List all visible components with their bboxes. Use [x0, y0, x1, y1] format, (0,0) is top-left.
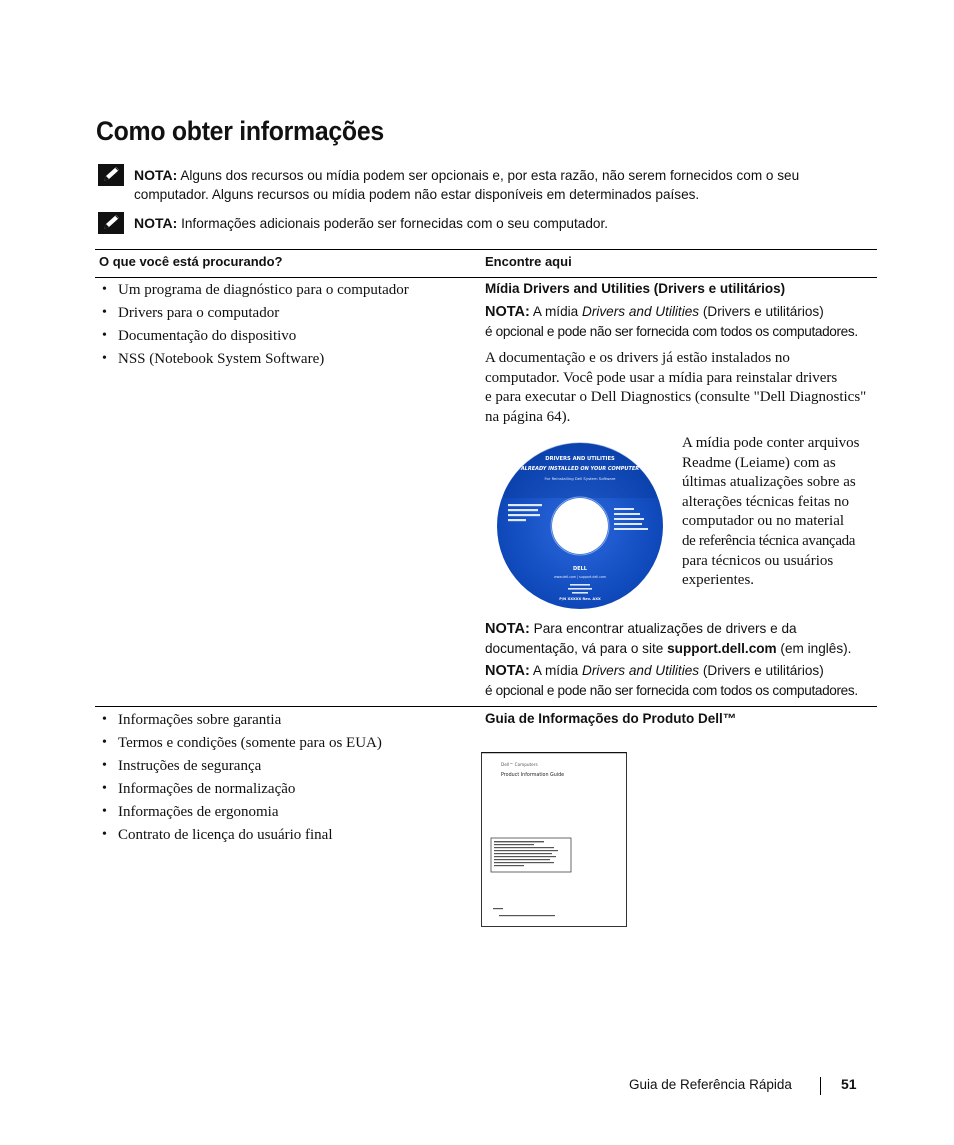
note-text: A mídia [532, 304, 579, 319]
paragraph-line: para técnicos ou usuários [682, 552, 834, 569]
note-text-line: computador. Alguns recursos ou mídia podem não estar disponíveis em determinados países. [134, 187, 700, 202]
media-name: Drivers and Utilities [582, 304, 700, 319]
note-pencil-icon [98, 212, 124, 234]
list-item: • Instruções de segurança [102, 756, 382, 779]
cd-website: www.dell.com | support.dell.com [553, 575, 607, 579]
media-readme-paragraph [682, 434, 882, 591]
row1-item-list [102, 280, 409, 372]
drivers-paragraph [485, 349, 877, 427]
note-text-line: é opcional e pode não ser fornecida com todos os computadores. [485, 683, 858, 698]
section-title-drivers-media: Mídia Drivers and Utilities (Drivers e utilitários) [485, 281, 786, 296]
note-text: (Drivers e utilitários) [702, 663, 824, 678]
list-item: • NSS (Notebook System Software) [102, 349, 409, 372]
list-item: • Um programa de diagnóstico para o computador [102, 280, 409, 303]
note-text: documentação, vá para o site [485, 641, 664, 656]
support-dell-link: support.dell.com [667, 641, 777, 656]
paragraph-line: computador. Você pode usar a mídia para reinstalar drivers [485, 369, 838, 386]
footer-guide-title: Guia de Referência Rápida [629, 1077, 792, 1092]
paragraph-line: computador ou no material [682, 513, 845, 530]
column-header-looking-for: O que você está procurando? [99, 254, 283, 269]
list-item: • Informações de normalização [102, 779, 382, 802]
paragraph-line: últimas atualizações sobre as [682, 474, 856, 491]
page-title: Como obter informações [96, 116, 384, 146]
note-label: NOTA: [485, 621, 530, 637]
note-text-line: é opcional e pode não ser fornecida com todos os computadores. [485, 324, 858, 339]
cd-preinstalled-label: ALREADY INSTALLED ON YOUR COMPUTER [520, 466, 640, 472]
media-name: Drivers and Utilities [582, 663, 700, 678]
note-pencil-icon [98, 164, 124, 186]
paragraph-line: na página 64). [485, 408, 571, 425]
guide-brand: Dell™ Computers [501, 762, 538, 767]
note-text: Para encontrar atualizações de drivers e da [533, 621, 797, 636]
cd-part-number: P/N XXXXX Rev. AXX [559, 597, 601, 601]
column-header-find-here: Encontre aqui [485, 254, 572, 269]
list-item: • Drivers para o computador [102, 303, 409, 326]
paragraph-line: alterações técnicas feitas no [682, 493, 849, 510]
footer-separator [820, 1077, 821, 1095]
section-title-product-guide: Guia de Informações do Produto Dell™ [485, 711, 737, 726]
paragraph-line: A documentação e os drivers já estão instalados no [485, 350, 790, 366]
note-text: A mídia [532, 663, 579, 678]
note-additional-info [134, 214, 854, 233]
note-text-line: Alguns dos recursos ou mídia podem ser opcionais e, por esta razão, não serem fornecidos com o seu [180, 168, 800, 183]
paragraph-line: A mídia pode conter arquivos [682, 435, 860, 451]
list-item: • Contrato de licença do usuário final [102, 825, 382, 848]
note-drivers-optional [485, 302, 880, 341]
paragraph-line: Readme (Leiame) com as [682, 454, 836, 471]
note-label: NOTA: [485, 304, 530, 320]
product-information-guide-image [481, 752, 627, 927]
table-header-rule [95, 277, 877, 278]
paragraph-line: e para executar o Dell Diagnostics (consulte "Dell Diagnostics" [485, 389, 867, 406]
guide-title: Product Information Guide [501, 773, 565, 778]
note-text: (em inglês). [780, 641, 852, 656]
cd-top-label: DRIVERS AND UTILITIES [545, 456, 615, 462]
cd-dell-logo: DELL [573, 566, 587, 572]
table-top-rule [95, 249, 877, 250]
paragraph-line: experientes. [682, 572, 755, 589]
paragraph-line: de referência técnica avançada [682, 532, 856, 549]
note-label: NOTA: [134, 167, 178, 183]
list-item: • Informações de ergonomia [102, 802, 382, 825]
table-row-rule [95, 706, 877, 707]
list-item: • Termos e condições (somente para os EUA) [102, 733, 382, 756]
drivers-utilities-cd-image [496, 442, 664, 610]
note-drivers-updates [485, 619, 880, 658]
list-item: • Informações sobre garantia [102, 710, 382, 733]
note-label: NOTA: [134, 215, 178, 231]
note-drivers-optional-2 [485, 661, 880, 700]
row2-item-list [102, 710, 382, 848]
note-label: NOTA: [485, 663, 530, 679]
list-item: • Documentação do dispositivo [102, 326, 409, 349]
cd-subtitle: For Reinstalling Dell System Software [544, 476, 616, 481]
note-text-line: Informações adicionais poderão ser fornecidas com o seu computador. [181, 216, 609, 231]
note-text: (Drivers e utilitários) [702, 304, 824, 319]
page-number: 51 [841, 1076, 857, 1092]
note-availability [134, 166, 854, 204]
